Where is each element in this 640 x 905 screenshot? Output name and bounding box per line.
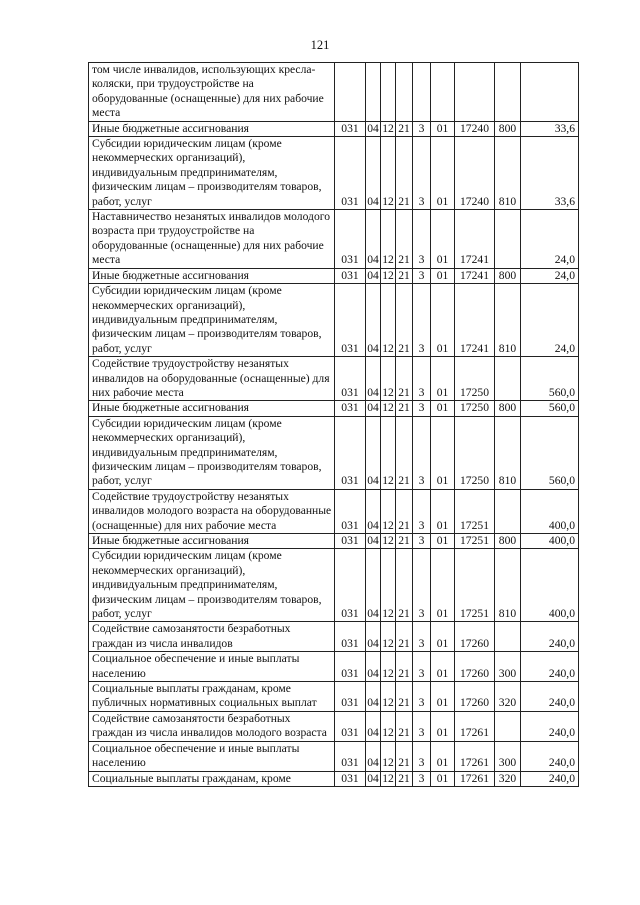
row-p1: 21 — [396, 357, 413, 401]
row-pr: 12 — [382, 268, 394, 282]
row-rz: 04 — [366, 284, 381, 357]
row-sum: 560,0 — [521, 401, 579, 416]
row-rz: 04 — [367, 534, 379, 547]
row-p3: 01 — [431, 268, 455, 283]
row-p3: 01 — [431, 711, 455, 741]
row-code: 17261 — [455, 771, 495, 786]
row-p2: 3 — [413, 137, 431, 210]
row-p1: 21 — [396, 401, 413, 416]
row-p2: 3 — [413, 549, 431, 622]
row-rz: 04 — [366, 622, 381, 652]
row-code — [455, 63, 495, 122]
row-sum: 400,0 — [521, 549, 579, 622]
row-vr — [495, 622, 521, 652]
row-ved: 031 — [335, 210, 366, 269]
row-rz — [366, 63, 381, 122]
row-pr: 12 — [381, 549, 396, 622]
row-p1: 21 — [396, 534, 413, 549]
row-code: 17241 — [455, 210, 495, 269]
row-vr: 800 — [495, 121, 521, 136]
row-vr: 800 — [495, 534, 521, 549]
row-p3: 01 — [431, 652, 455, 682]
row-sum: 24,0 — [521, 210, 579, 269]
row-sum: 560,0 — [521, 357, 579, 401]
row-p1 — [396, 63, 413, 122]
row-p2: 3 — [413, 741, 431, 771]
table-row — [89, 63, 579, 122]
row-pr: 12 — [381, 711, 396, 741]
row-ved: 031 — [335, 534, 366, 549]
row-name: Иные бюджетные ассигнования — [89, 121, 335, 136]
row-pr: 12 — [382, 771, 394, 785]
row-name: Субсидии юридическим лицам (кроме некоммерческих организаций), индивидуальным предпринимателям, физическим лицам – производителям товаров, работ, услуг — [89, 416, 335, 489]
row-name: Содействие трудоустройству незанятых инвалидов на оборудованные (оснащенные) для них рабочие места — [89, 357, 335, 401]
row-p3: 01 — [431, 549, 455, 622]
row-sum — [521, 63, 579, 122]
row-code: 17261 — [455, 711, 495, 741]
row-name: Социальное обеспечение и иные выплаты населению — [89, 741, 335, 771]
row-p3: 01 — [431, 771, 455, 786]
row-code: 17241 — [455, 284, 495, 357]
row-vr: 810 — [495, 416, 521, 489]
row-p1: 21 — [396, 682, 413, 712]
row-p1: 21 — [396, 416, 413, 489]
row-name: Содействие трудоустройству незанятых инвалидов молодого возраста на оборудованные (оснащенные) для них рабочие места — [89, 489, 335, 533]
budget-table — [88, 62, 579, 787]
row-name: Иные бюджетные ассигнования — [89, 401, 335, 416]
row-p1: 21 — [396, 489, 413, 533]
row-p3: 01 — [431, 741, 455, 771]
row-ved — [335, 63, 366, 122]
row-p1: 21 — [396, 711, 413, 741]
row-ved: 031 — [335, 549, 366, 622]
row-vr: 300 — [495, 741, 521, 771]
table-row — [89, 268, 579, 283]
table-row — [89, 284, 579, 357]
row-name: Иные бюджетные ассигнования — [89, 534, 335, 549]
row-rz: 04 — [366, 357, 381, 401]
row-vr: 320 — [495, 682, 521, 712]
row-rz: 04 — [366, 210, 381, 269]
row-ved: 031 — [335, 357, 366, 401]
row-ved: 031 — [335, 401, 366, 416]
row-p3: 01 — [431, 357, 455, 401]
row-code: 17260 — [455, 652, 495, 682]
row-pr — [381, 63, 396, 122]
row-p2: 3 — [413, 268, 431, 283]
row-pr: 12 — [382, 121, 394, 135]
row-p1: 21 — [396, 210, 413, 269]
row-pr: 12 — [381, 137, 396, 210]
row-vr — [495, 711, 521, 741]
row-p3: 01 — [431, 401, 455, 416]
row-ved: 031 — [335, 489, 366, 533]
row-name: Содействие самозанятости безработных граждан из числа инвалидов — [89, 622, 335, 652]
row-p2: 3 — [413, 121, 431, 136]
row-ved: 031 — [335, 682, 366, 712]
row-rz: 04 — [367, 401, 379, 415]
row-pr: 12 — [382, 401, 394, 415]
row-p1: 21 — [396, 652, 413, 682]
row-name: Социальные выплаты гражданам, кроме — [89, 771, 335, 786]
row-p3: 01 — [431, 534, 455, 549]
row-ved: 031 — [335, 771, 366, 786]
row-p2: 3 — [413, 357, 431, 401]
row-name: Социальное обеспечение и иные выплаты населению — [89, 652, 335, 682]
row-code: 17250 — [455, 416, 495, 489]
row-name: Субсидии юридическим лицам (кроме некоммерческих организаций), индивидуальным предпринимателям, физическим лицам – производителям товаров, работ, услуг — [89, 284, 335, 357]
row-ved: 031 — [335, 711, 366, 741]
row-code: 17251 — [455, 549, 495, 622]
row-sum: 240,0 — [521, 711, 579, 741]
row-rz: 04 — [366, 711, 381, 741]
row-p2: 3 — [413, 489, 431, 533]
row-sum: 240,0 — [521, 771, 579, 786]
row-name: том числе инвалидов, использующих кресла-коляски, при трудоустройстве на оборудованные (оснащенные) для них рабочие места — [89, 63, 335, 122]
row-p3 — [431, 63, 455, 122]
row-sum: 240,0 — [521, 741, 579, 771]
row-sum: 24,0 — [521, 284, 579, 357]
row-p2: 3 — [413, 284, 431, 357]
row-code: 17240 — [455, 137, 495, 210]
row-ved: 031 — [335, 284, 366, 357]
row-ved: 031 — [335, 741, 366, 771]
table-row — [89, 137, 579, 210]
row-pr: 12 — [381, 622, 396, 652]
row-name: Содействие самозанятости безработных граждан из числа инвалидов молодого возраста — [89, 711, 335, 741]
row-sum: 400,0 — [521, 489, 579, 533]
table-row — [89, 741, 579, 771]
row-sum: 240,0 — [521, 682, 579, 712]
table-row — [89, 489, 579, 533]
row-rz: 04 — [366, 741, 381, 771]
row-ved: 031 — [335, 121, 366, 136]
table-row — [89, 711, 579, 741]
row-ved: 031 — [335, 622, 366, 652]
row-pr: 12 — [381, 682, 396, 712]
row-sum: 33,6 — [521, 121, 579, 136]
table-row — [89, 401, 579, 416]
row-vr — [495, 63, 521, 122]
row-p3: 01 — [431, 284, 455, 357]
row-vr: 300 — [495, 652, 521, 682]
row-pr: 12 — [381, 210, 396, 269]
row-code: 17261 — [455, 741, 495, 771]
row-vr: 800 — [495, 268, 521, 283]
table-row — [89, 210, 579, 269]
row-rz: 04 — [367, 121, 379, 135]
row-pr: 12 — [381, 357, 396, 401]
row-ved: 031 — [335, 652, 366, 682]
row-rz: 04 — [366, 416, 381, 489]
row-vr: 320 — [495, 771, 521, 786]
row-sum: 400,0 — [521, 534, 579, 549]
row-sum: 240,0 — [521, 622, 579, 652]
row-p2: 3 — [413, 711, 431, 741]
table-row — [89, 622, 579, 652]
table-row — [89, 534, 579, 549]
row-pr: 12 — [381, 489, 396, 533]
row-pr: 12 — [381, 284, 396, 357]
row-pr: 12 — [381, 652, 396, 682]
table-row — [89, 549, 579, 622]
row-pr: 12 — [381, 416, 396, 489]
row-p3: 01 — [431, 416, 455, 489]
row-p3: 01 — [431, 210, 455, 269]
table-row — [89, 771, 579, 786]
row-vr — [495, 210, 521, 269]
row-ved: 031 — [335, 137, 366, 210]
row-p1: 21 — [396, 284, 413, 357]
row-rz: 04 — [366, 682, 381, 712]
row-rz: 04 — [367, 268, 379, 282]
row-vr: 800 — [495, 401, 521, 416]
row-code: 17240 — [455, 121, 495, 136]
row-p3: 01 — [431, 682, 455, 712]
row-sum: 560,0 — [521, 416, 579, 489]
table-row — [89, 121, 579, 136]
row-code: 17251 — [455, 534, 495, 549]
row-rz: 04 — [366, 549, 381, 622]
row-p2: 3 — [413, 622, 431, 652]
row-sum: 24,0 — [521, 268, 579, 283]
row-p2: 3 — [413, 401, 431, 416]
row-vr: 810 — [495, 284, 521, 357]
row-p2: 3 — [413, 652, 431, 682]
row-p1: 21 — [396, 268, 413, 283]
table-row — [89, 652, 579, 682]
row-p2: 3 — [413, 682, 431, 712]
page-number: 121 — [310, 38, 330, 52]
row-p1: 21 — [396, 549, 413, 622]
row-p2: 3 — [413, 771, 431, 786]
row-rz: 04 — [367, 771, 379, 785]
row-p2 — [413, 63, 431, 122]
row-vr: 810 — [495, 549, 521, 622]
row-code: 17251 — [455, 489, 495, 533]
row-code: 17250 — [455, 401, 495, 416]
row-vr — [495, 357, 521, 401]
row-ved: 031 — [335, 416, 366, 489]
row-p3: 01 — [431, 489, 455, 533]
row-p3: 01 — [431, 137, 455, 210]
row-p1: 21 — [396, 137, 413, 210]
row-pr: 12 — [381, 741, 396, 771]
row-p2: 3 — [413, 210, 431, 269]
row-p2: 3 — [413, 534, 431, 549]
row-name: Иные бюджетные ассигнования — [89, 268, 335, 283]
row-code: 17241 — [455, 268, 495, 283]
row-name: Социальные выплаты гражданам, кроме публичных нормативных социальных выплат — [89, 682, 335, 712]
row-p2: 3 — [413, 416, 431, 489]
row-p3: 01 — [431, 121, 455, 136]
row-rz: 04 — [366, 652, 381, 682]
row-p3: 01 — [431, 622, 455, 652]
row-sum: 33,6 — [521, 137, 579, 210]
row-code: 17260 — [455, 682, 495, 712]
row-vr: 810 — [495, 137, 521, 210]
row-p1: 21 — [396, 771, 413, 786]
row-vr — [495, 489, 521, 533]
table-row — [89, 682, 579, 712]
row-ved: 031 — [335, 268, 366, 283]
row-pr: 12 — [382, 534, 394, 547]
row-code: 17260 — [455, 622, 495, 652]
row-rz: 04 — [366, 489, 381, 533]
table-row — [89, 416, 579, 489]
row-sum: 240,0 — [521, 652, 579, 682]
row-p1: 21 — [396, 121, 413, 136]
row-name: Субсидии юридическим лицам (кроме некоммерческих организаций), индивидуальным предпринимателям, физическим лицам – производителям товаров, работ, услуг — [89, 549, 335, 622]
row-rz: 04 — [366, 137, 381, 210]
row-p1: 21 — [396, 741, 413, 771]
row-name: Наставничество незанятых инвалидов молодого возраста при трудоустройстве на оборудованные (оснащенные) для них рабочие места — [89, 210, 335, 269]
row-code: 17250 — [455, 357, 495, 401]
row-p1: 21 — [396, 622, 413, 652]
row-name: Субсидии юридическим лицам (кроме некоммерческих организаций), индивидуальным предпринимателям, физическим лицам – производителям товаров, работ, услуг — [89, 137, 335, 210]
table-row — [89, 357, 579, 401]
